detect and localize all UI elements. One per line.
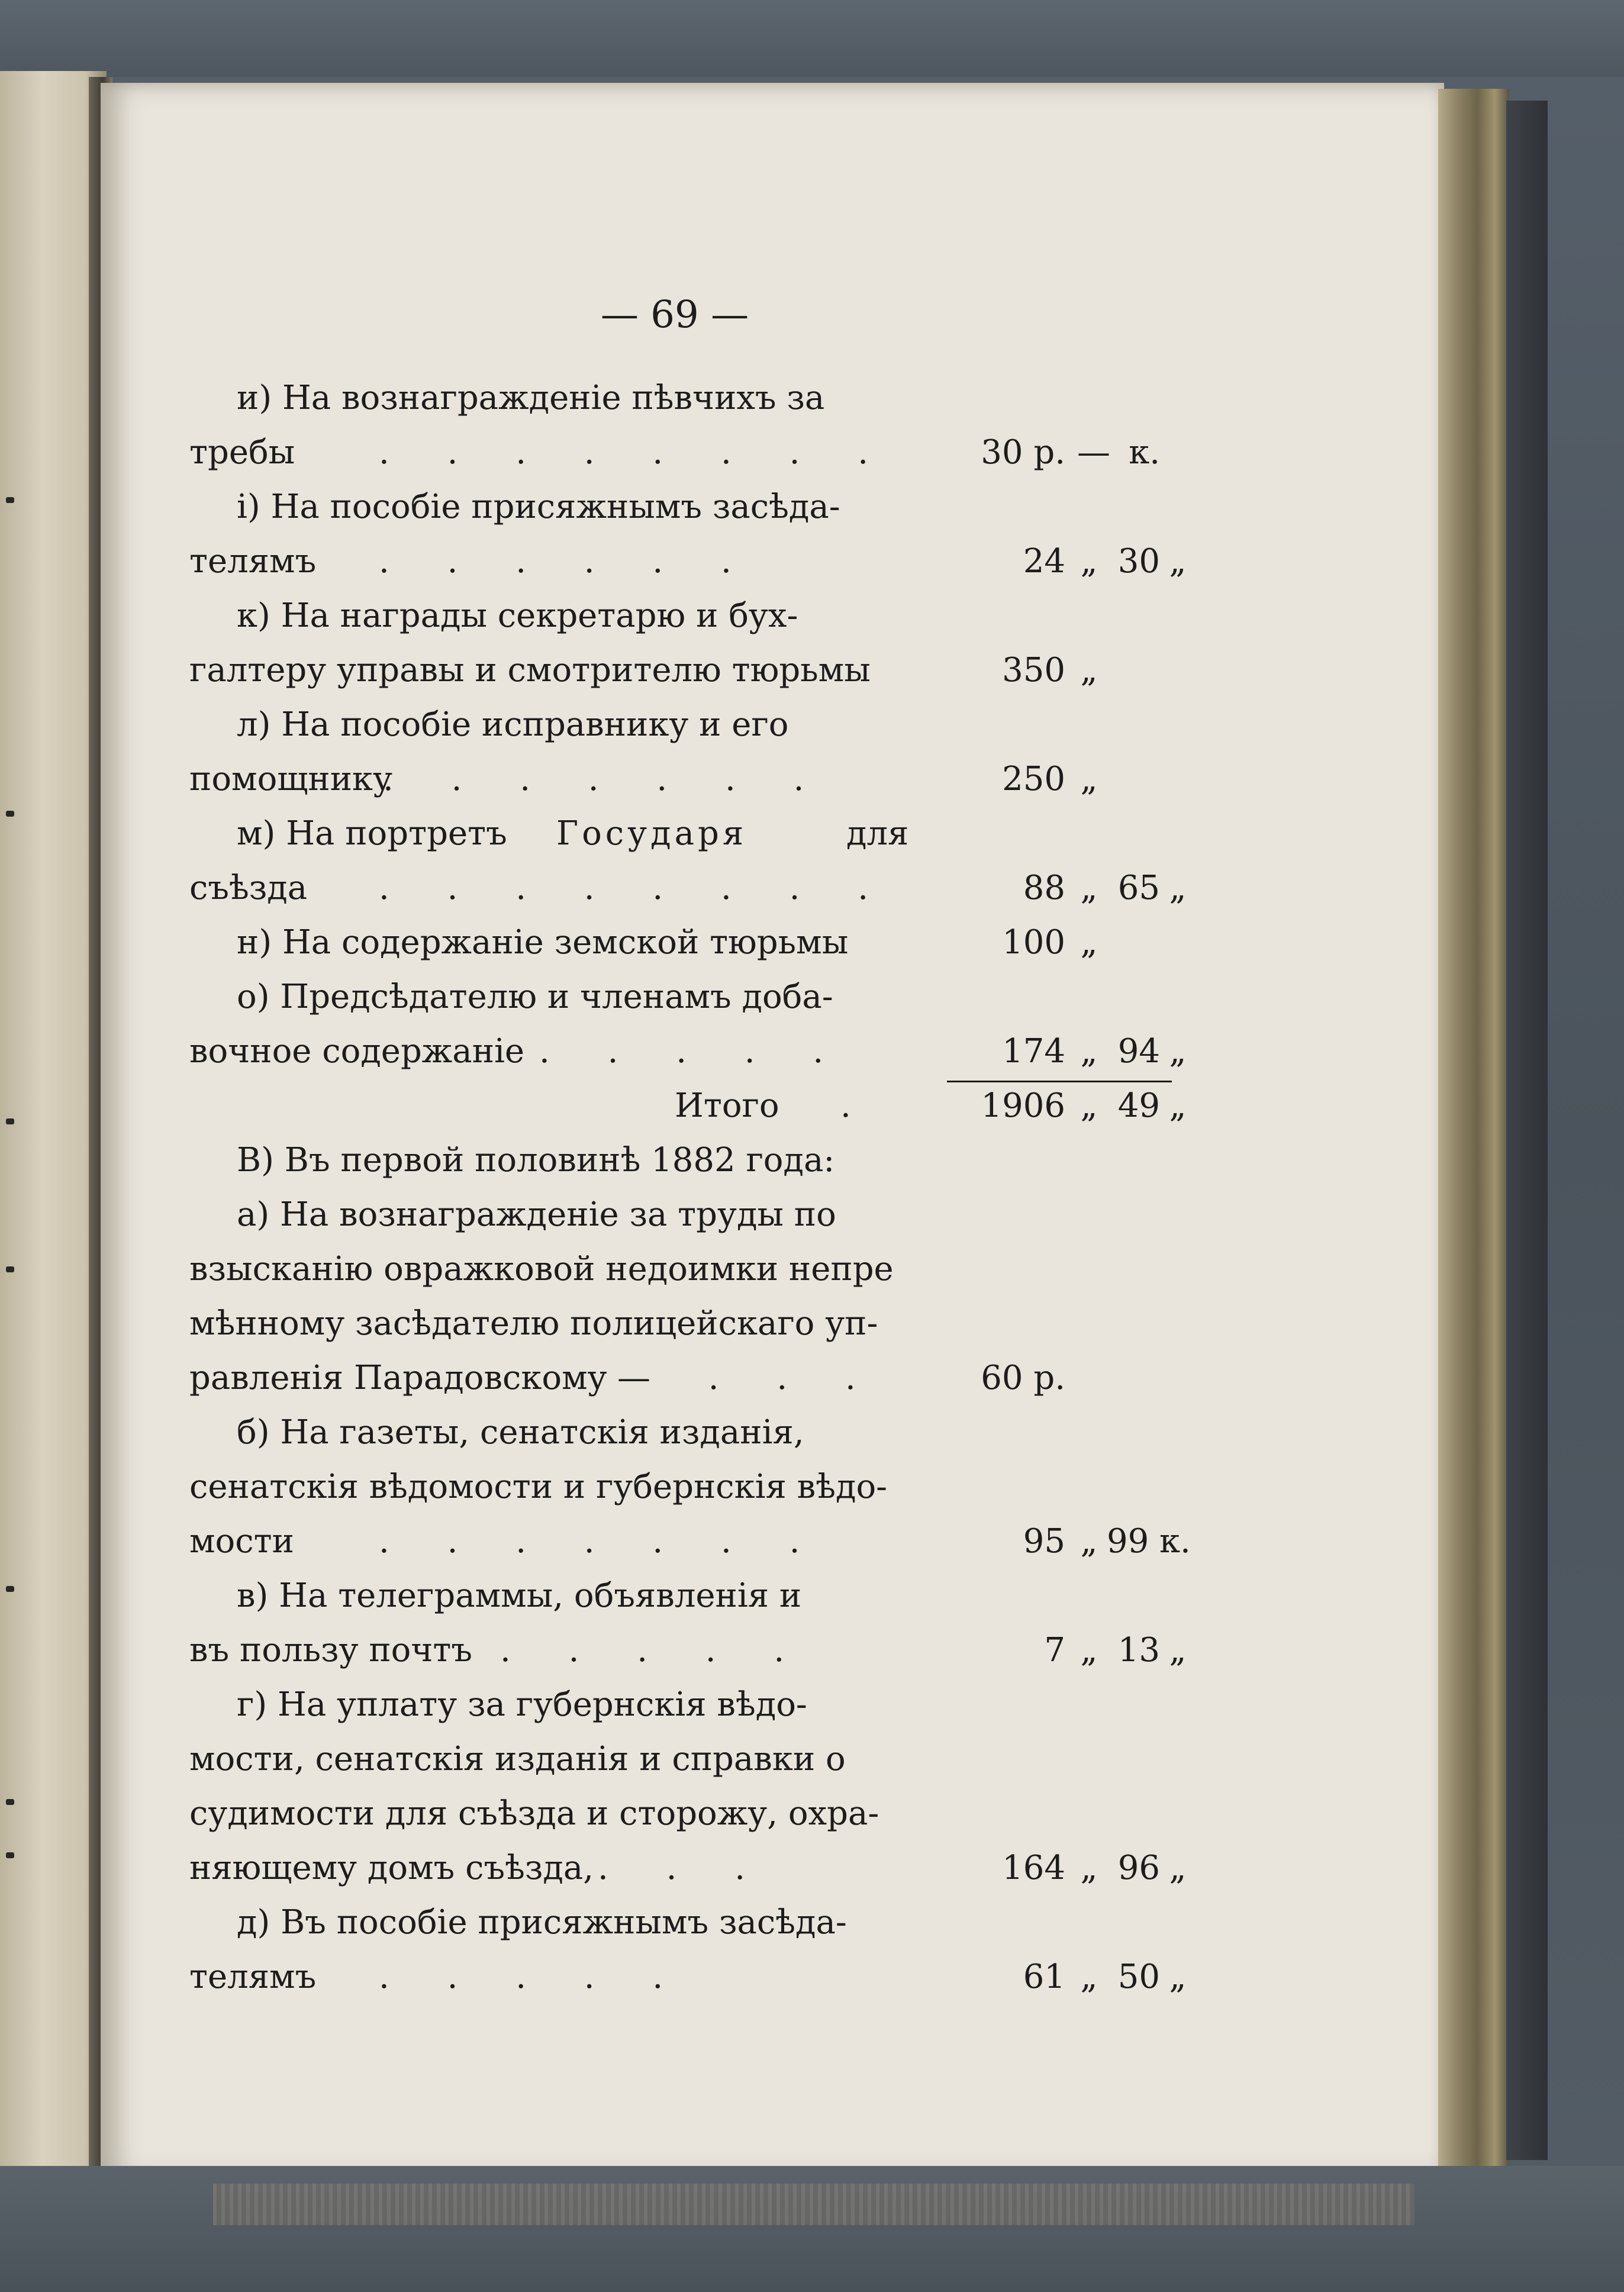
- ledger-line: [189, 863, 1187, 916]
- amount-kopecks: 94: [1117, 1032, 1160, 1071]
- amount-rubles: 61: [1023, 1958, 1065, 1996]
- leader-dots: . . . . . .: [379, 542, 755, 581]
- line-text: мости: [189, 1522, 294, 1561]
- left-page-print-fragment: [6, 1266, 14, 1272]
- ditto-mark: „: [1169, 542, 1187, 581]
- ditto-mark: „: [1080, 1032, 1098, 1071]
- ledger-line: [189, 1734, 1160, 1787]
- line-text: г) На уплату за губернскія вѣдо-: [237, 1685, 807, 1724]
- ledger-line: [189, 536, 1187, 589]
- left-page-print-fragment: [6, 1118, 14, 1124]
- leader-dots: . . . . . . .: [379, 1522, 824, 1561]
- back-cover-edge: [1506, 101, 1548, 2160]
- amount-kopecks: 13: [1117, 1631, 1160, 1669]
- line-text: съѣзда: [189, 869, 308, 907]
- leader-dots: . . . . . . .: [383, 760, 828, 798]
- line-text: взысканію овражковой недоимки непре: [189, 1250, 894, 1288]
- ditto-mark: „: [1169, 869, 1187, 907]
- ledger-line: [189, 373, 1160, 426]
- line-text: д) Въ пособіе присяжнымъ засѣда-: [237, 1903, 847, 1942]
- line-text: і) На пособіе присяжнымъ засѣда-: [237, 488, 840, 526]
- amount-kopecks: 49: [1117, 1087, 1160, 1125]
- line-text: и) На вознагражденіе пѣвчихъ за: [237, 379, 825, 417]
- dash-separator: —: [1077, 433, 1110, 472]
- amount-rubles: 88: [1023, 869, 1065, 907]
- page-stack-edge: [1438, 89, 1509, 2178]
- line-text: а) На вознагражденіе за труды по: [237, 1195, 836, 1234]
- left-page-print-fragment: [6, 497, 14, 503]
- amount-rubles: 164: [1002, 1849, 1065, 1887]
- ledger-line: [189, 754, 1160, 807]
- leader-dots: — . . .: [617, 1359, 879, 1397]
- left-page-print-fragment: [6, 1852, 14, 1858]
- amount-rubles: 100: [1002, 923, 1065, 962]
- page-stack-bottom: [213, 2184, 1414, 2225]
- ledger-line: [189, 427, 1160, 481]
- ledger-line: [189, 1135, 1160, 1188]
- ledger-line: [189, 1081, 1187, 1134]
- ditto-mark: „: [1169, 1032, 1187, 1071]
- leader-dots: . . . . .: [379, 1958, 687, 1996]
- line-text: вочное содержаніе: [189, 1032, 525, 1071]
- line-tail: для: [846, 814, 909, 853]
- line-text: о) Предсѣдателю и членамъ доба-: [237, 978, 833, 1016]
- ditto-mark: „: [1080, 1631, 1098, 1669]
- ditto-mark: „: [1080, 1522, 1098, 1561]
- ledger-line: [189, 1462, 1160, 1515]
- ledger-line: [189, 699, 1160, 753]
- leader-dots: . . .: [598, 1849, 769, 1887]
- ledger-line: [189, 1244, 1160, 1297]
- ledger-line: [189, 482, 1160, 535]
- leader-dots: . . . . . . . .: [379, 433, 892, 472]
- ledger-line: [189, 1625, 1187, 1678]
- ditto-mark: „: [1080, 1849, 1098, 1887]
- amount-rubles: 350: [1002, 651, 1065, 689]
- ditto-mark: „: [1169, 1958, 1187, 1996]
- ditto-mark: „: [1080, 1087, 1098, 1125]
- amount-rubles: 1906: [981, 1087, 1065, 1125]
- ledger-line: [189, 1952, 1187, 2005]
- leader-dots: . . . . .: [500, 1631, 808, 1669]
- amount-rubles: 60 р.: [981, 1359, 1065, 1397]
- left-page-print-fragment: [6, 811, 14, 817]
- spaced-word: Государя: [556, 814, 747, 853]
- line-text: н) На содержаніе земской тюрьмы: [237, 923, 849, 962]
- ditto-mark: „: [1169, 1631, 1187, 1669]
- left-page-print-fragment: [6, 1586, 14, 1592]
- amount-rubles: 24: [1023, 542, 1065, 581]
- line-text: равленія Парадовскому: [189, 1359, 607, 1397]
- ditto-mark: „: [1080, 869, 1098, 907]
- line-text: б) На газеты, сенатскія изданія,: [237, 1413, 804, 1452]
- left-page-print-fragment: [6, 1799, 14, 1805]
- amount-rubles: 174: [1002, 1032, 1065, 1071]
- line-text: галтеру управы и смотрителю тюрьмы: [189, 651, 871, 689]
- amount-rubles: 250: [1002, 760, 1065, 798]
- amount-rubles: 30 р.: [981, 433, 1065, 472]
- ledger-line: [189, 1788, 1160, 1842]
- ledger-line: [189, 1298, 1160, 1352]
- line-text: няющему домъ съѣзда,: [189, 1849, 594, 1887]
- sum-rule: [947, 1081, 1172, 1082]
- amount-kopecks: 50: [1117, 1958, 1160, 1996]
- ledger-line: [189, 1407, 1160, 1461]
- line-text: телямъ: [189, 542, 317, 581]
- ledger-line: [189, 808, 1160, 862]
- amount-kopecks: 30: [1117, 542, 1160, 581]
- ledger-line: [189, 1679, 1160, 1733]
- line-text: к) На награды секретарю и бух-: [237, 597, 798, 635]
- ditto-mark: „: [1080, 1958, 1098, 1996]
- line-text: л) На пособіе исправнику и его: [237, 705, 789, 744]
- ditto-mark: „: [1169, 1849, 1187, 1887]
- ledger-line: [189, 1353, 1160, 1406]
- ledger-line: [189, 1897, 1160, 1951]
- amount-rubles: 7: [1044, 1631, 1065, 1669]
- leader-dots: .: [840, 1087, 875, 1125]
- book-cover-top: [0, 0, 1624, 77]
- ditto-mark: „: [1080, 760, 1098, 798]
- ditto-mark: „: [1080, 542, 1098, 581]
- ditto-mark: „: [1080, 923, 1098, 962]
- amount-kopecks: 65: [1117, 869, 1160, 907]
- ledger-line: [189, 917, 1160, 971]
- ledger-line: [189, 645, 1160, 698]
- ledger-line: [189, 1516, 1191, 1569]
- line-text: телямъ: [189, 1958, 317, 1996]
- line-text: въ пользу почтъ: [189, 1631, 473, 1669]
- leader-dots: . . . . .: [539, 1032, 848, 1071]
- line-text: сенатскія вѣдомости и губернскія вѣдо-: [189, 1468, 888, 1506]
- ledger-line: [189, 1189, 1160, 1243]
- ditto-mark: „: [1169, 1087, 1187, 1125]
- leader-dots: . . . . . . . .: [379, 869, 892, 907]
- ledger-line: [189, 1843, 1187, 1896]
- ledger-line: [189, 1026, 1187, 1079]
- amount-kopecks: 96: [1117, 1849, 1160, 1887]
- line-text: В) Въ первой половинѣ 1882 года:: [237, 1141, 835, 1179]
- ledger-line: [189, 972, 1160, 1025]
- line-text: мости, сенатскія изданія и справки о: [189, 1740, 846, 1778]
- amount-kopecks: к.: [1129, 433, 1160, 472]
- ledger-line: [189, 1571, 1160, 1624]
- line-text: судимости для съѣзда и сторожу, охра-: [189, 1794, 879, 1833]
- line-text: мѣнному засѣдателю полицейскаго уп-: [189, 1304, 878, 1343]
- line-text: требы: [189, 433, 295, 472]
- amount-rubles: 95: [1023, 1522, 1065, 1561]
- ditto-mark: „: [1080, 651, 1098, 689]
- page-number: — 69 —: [600, 293, 749, 337]
- line-text: м) На портретъ: [237, 814, 507, 853]
- line-text: помощнику: [189, 760, 392, 798]
- line-text: Итого: [675, 1087, 779, 1125]
- line-text: в) На телеграммы, объявленія и: [237, 1577, 802, 1615]
- amount-kopecks: 99 к.: [1107, 1522, 1191, 1561]
- ledger-line: [189, 591, 1160, 644]
